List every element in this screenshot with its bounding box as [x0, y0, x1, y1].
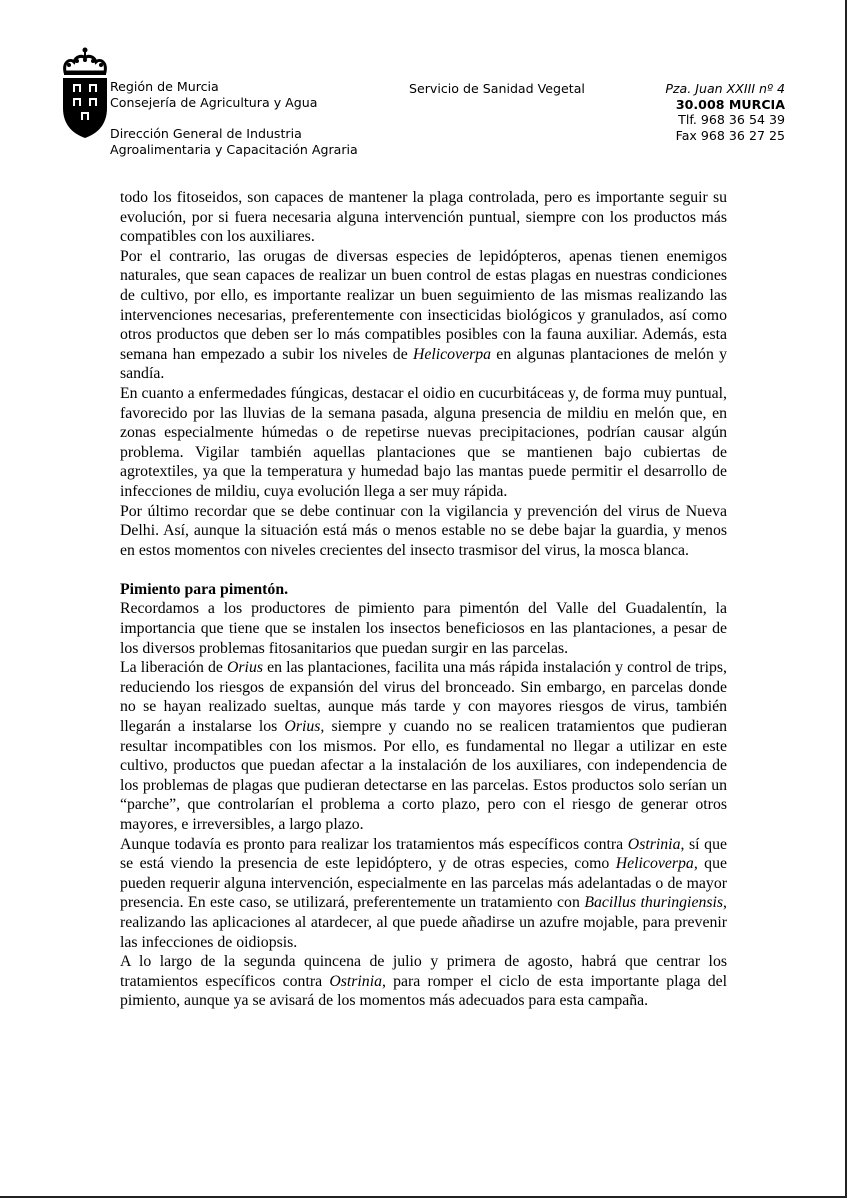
paragraph: Por último recordar que se debe continuar con la vigilancia y prevención del virus de Nueva Delhi. Así, aunque la situación está más o menos estable no se debe bajar la guardia, y menos en estos momentos con niveles crecientes del insecto trasmisor del virus, la mosca blanca.	[120, 502, 727, 559]
dept-line-2: Agroalimentaria y Capacitación Agraria	[110, 141, 358, 157]
section-title: Pimiento para pimentón.	[120, 580, 289, 598]
org-block	[110, 79, 317, 110]
org-region: Región de Murcia	[110, 79, 219, 94]
paragraph: A lo largo de la segunda quincena de julio y primera de agosto, habrá que centrar los tratamientos específicos contra Ostrinia, para romper el ciclo de esta importante plaga del pimiento, aunque ya se avisará de los momentos más adecuados para esta campaña.	[120, 953, 727, 1010]
dept-block	[110, 126, 358, 157]
coat-of-arms-icon	[60, 46, 110, 140]
paragraph: En cuanto a enfermedades fúngicas, destacar el oidio en cucurbitáceas y, de forma muy puntual, favorecido por las lluvias de la semana pasada, alguna presencia de mildiu en melón que, en zonas especialmente húmedas o de repetirse nuevas precipitaciones, podrían causar algún problema. Vigilar también aquellas plantaciones que se mantienen bajo cubiertas de agrotextiles, ya que la temperatura y humedad bajo las mantas puede permitir el desarrollo de infecciones de mildiu, cuya evolución llega a ser muy rápida.	[120, 384, 727, 500]
phone-number: Tlf. 968 36 54 39	[678, 112, 785, 127]
org-ministry: Consejería de Agricultura y Agua	[110, 94, 318, 110]
paragraph: Aunque todavía es pronto para realizar los tratamientos más específicos contra Ostrinia, sí que se está viendo la presencia de este lepidóptero, y de otras especies, como Helicoverpa, que pueden requerir alguna intervención, especialmente en las parcelas más adelantadas o de mayor presencia. En este caso, se utilizará, preferentemente un tratamiento con Bacillus thuringiensis, realizando las aplicaciones al atardecer, al que puede añadirse un azufre mojable, para prevenir las infecciones de oidiopsis.	[120, 835, 727, 951]
paragraph: Recordamos a los productores de pimiento para pimentón del Valle del Guadalentín, la importancia que tiene que se instalen los insectos beneficiosos en las plantaciones, a pesar de los diversos problemas fitosanitarios que puedan surgir en las parcelas.	[120, 600, 727, 657]
document-body	[120, 188, 727, 1011]
paragraph: Por el contrario, las orugas de diversas especies de lepidópteros, apenas tienen enemigos naturales, que sean capaces de realizar un buen control de estas plagas en nuestras condiciones de cultivo, por ello, es importante realizar un buen seguimiento de las mismas realizando las intervenciones necesarias, preferentemente con insecticidas biológicos y granulados, así como otros productos que deben ser lo más compatibles posibles con la fauna auxiliar. Además, esta semana han empezado a subir los niveles de Helicoverpa en algunas plantaciones de melón y sandía.	[120, 247, 728, 383]
fax-number: Fax 968 36 27 25	[675, 127, 785, 143]
paragraph: todo los fitoseidos, son capaces de mantener la plaga controlada, pero es importante seguir su evolución, por si fuera necesaria alguna intervención puntual, siempre con los productos más compatibles con los auxiliares.	[120, 189, 727, 246]
paragraph: La liberación de Orius en las plantaciones, facilita una más rápida instalación y control de trips, reduciendo los riesgos de expansión del virus del bronceado. Sin embargo, en parcelas donde no se hayan realizado sueltas, aunque más tarde y con mayores riesgos de virus, también llegarán a instalarse los Orius, siempre y cuando no se realicen tratamientos que pudieran resultar incompatibles con los mismos. Por ello, es fundamental no llegar a utilizar en este cultivo, productos que puedan afectar a la instalación de los auxiliares, con independencia de los problemas de plagas que pudieran detectarse en las parcelas. Estos productos solo serían un “parche”, que controlarían el problema a corto plazo, pero con el riesgo de generar otros mayores, e irreversibles, a largo plazo.	[120, 659, 727, 833]
service-name: Servicio de Sanidad Vegetal	[409, 81, 585, 96]
address-street: Pza. Juan XXIII nº 4	[665, 81, 785, 96]
dept-line-1: Dirección General de Industria	[110, 126, 302, 141]
address-city: 30.008 MURCIA	[675, 96, 785, 112]
address-block	[665, 81, 785, 143]
